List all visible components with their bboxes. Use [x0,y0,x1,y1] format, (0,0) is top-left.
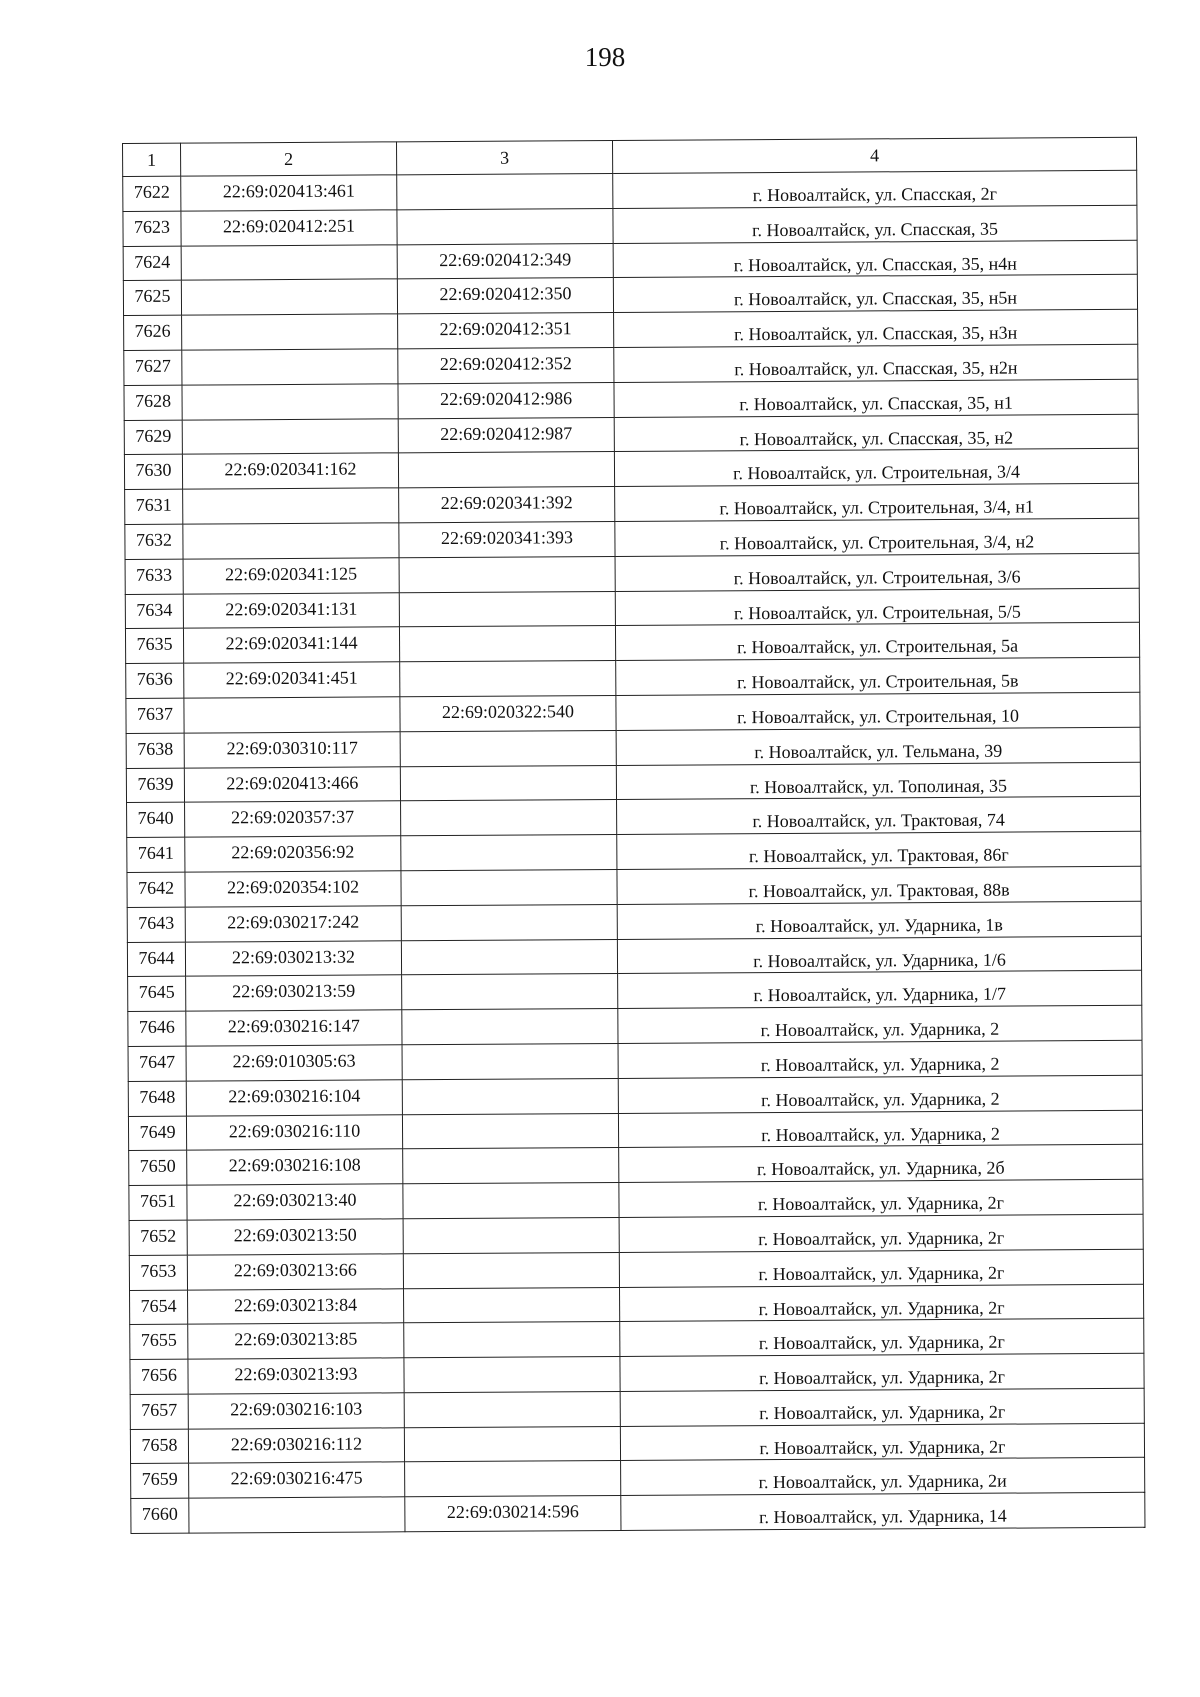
row-number: 7631 [125,489,183,524]
cadastral-number-col2: 22:69:020413:466 [184,766,400,802]
cadastral-number-col2: 22:69:030213:93 [188,1358,404,1394]
address: г. Новоалтайск, ул. Трактовая, 88в [617,866,1141,904]
row-number: 7646 [128,1011,186,1046]
cadastral-number-col3 [397,174,613,210]
cadastral-number-col2: 22:69:020341:131 [183,592,399,628]
row-number: 7639 [126,768,184,803]
address: г. Новоалтайск, ул. Ударника, 2и [621,1458,1145,1496]
address: г. Новоалтайск, ул. Ударника, 2г [619,1249,1143,1287]
header-col-3: 3 [396,141,612,175]
address: г. Новоалтайск, ул. Строительная, 5/5 [615,588,1139,626]
cadastral-number-col3 [402,1043,618,1079]
row-number: 7650 [129,1150,187,1185]
cadastral-number-col3 [402,974,618,1010]
address: г. Новоалтайск, ул. Трактовая, 74 [617,797,1141,835]
cadastral-number-col2: 22:69:010305:63 [186,1045,402,1081]
row-number: 7660 [131,1498,189,1533]
cadastral-number-col3 [403,1148,619,1184]
row-number: 7645 [128,976,186,1011]
cadastral-number-col2: 22:69:020341:144 [183,627,399,663]
row-number: 7652 [129,1220,187,1255]
cadastral-number-col2: 22:69:020357:37 [185,801,401,837]
row-number: 7656 [130,1359,188,1394]
row-number: 7644 [127,942,185,977]
cadastral-number-col3 [399,591,615,627]
cadastral-number-col3 [401,835,617,871]
cadastral-number-col3 [400,765,616,801]
address: г. Новоалтайск, ул. Тельмана, 39 [616,727,1140,765]
row-number: 7629 [124,420,182,455]
cadastral-number-col2: 22:69:030216:103 [188,1393,404,1429]
address: г. Новоалтайск, ул. Ударника, 2 [618,1075,1142,1113]
header-col-1: 1 [123,143,181,176]
row-number: 7637 [126,698,184,733]
row-number: 7657 [130,1394,188,1429]
cadastral-number-col2: 22:69:020356:92 [185,836,401,872]
row-number: 7654 [130,1290,188,1325]
address: г. Новоалтайск, ул. Спасская, 35, н5н [613,275,1137,313]
cadastral-number-col2: 22:69:020341:125 [183,558,399,594]
cadastral-number-col3 [398,452,614,488]
address: г. Новоалтайск, ул. Ударника, 1/6 [617,936,1141,974]
row-number: 7623 [123,211,181,246]
cadastral-number-col3 [400,661,616,697]
cadastral-number-col3 [401,869,617,905]
cadastral-number-col2 [182,418,398,454]
address: г. Новоалтайск, ул. Спасская, 35, н4н [613,240,1137,278]
cadastral-number-col2: 22:69:030213:50 [187,1219,403,1255]
row-number: 7653 [129,1255,187,1290]
row-number: 7649 [128,1116,186,1151]
cadastral-number-col2 [181,244,397,280]
cadastral-number-col3 [397,208,613,244]
cadastral-number-col2: 22:69:030310:117 [184,732,400,768]
table-row [131,1493,1145,1534]
address: г. Новоалтайск, ул. Строительная, 10 [616,692,1140,730]
cadastral-number-col2 [183,523,399,559]
row-number: 7627 [124,350,182,385]
row-number: 7651 [129,1185,187,1220]
address: г. Новоалтайск, ул. Ударника, 2 [618,1110,1142,1148]
cadastral-number-col3: 22:69:020341:392 [399,487,615,523]
address: г. Новоалтайск, ул. Спасская, 35 [613,205,1137,243]
cadastral-number-col3 [405,1461,621,1497]
address: г. Новоалтайск, ул. Спасская, 35, н3н [614,309,1138,347]
address: г. Новоалтайск, ул. Ударника, 2б [619,1145,1143,1183]
address: г. Новоалтайск, ул. Ударника, 2г [619,1214,1143,1252]
address: г. Новоалтайск, ул. Строительная, 3/4, н1 [615,483,1139,521]
cadastral-number-col2: 22:69:030213:40 [187,1184,403,1220]
row-number: 7647 [128,1046,186,1081]
cadastral-number-col3: 22:69:030214:596 [405,1496,621,1532]
cadastral-number-col2 [184,697,400,733]
address: г. Новоалтайск, ул. Ударника, 1в [617,901,1141,939]
cadastral-number-col3: 22:69:020412:349 [397,243,613,279]
cadastral-number-col3 [402,1078,618,1114]
address: г. Новоалтайск, ул. Ударника, 14 [621,1493,1145,1531]
header-col-4: 4 [612,137,1136,173]
row-number: 7655 [130,1324,188,1359]
row-number: 7658 [130,1429,188,1464]
address: г. Новоалтайск, ул. Ударника, 2 [618,1040,1142,1078]
row-number: 7643 [127,907,185,942]
address: г. Новоалтайск, ул. Ударника, 2г [620,1388,1144,1426]
cadastral-number-col3 [404,1391,620,1427]
page-number: 198 [584,42,626,72]
cadastral-number-col3 [402,1009,618,1045]
row-number: 7659 [131,1464,189,1499]
cadastral-number-col2: 22:69:030213:84 [188,1288,404,1324]
address: г. Новоалтайск, ул. Ударника, 2г [620,1353,1144,1391]
address: г. Новоалтайск, ул. Строительная, 5в [616,657,1140,695]
cadastral-number-col2: 22:69:030216:475 [189,1462,405,1498]
cadastral-number-col3 [403,1217,619,1253]
cadastral-number-col2 [181,279,397,315]
row-number: 7626 [124,315,182,350]
address: г. Новоалтайск, ул. Строительная, 3/4 [614,449,1138,487]
cadastral-number-col2: 22:69:030216:147 [186,1010,402,1046]
address: г. Новоалтайск, ул. Ударника, 1/7 [618,971,1142,1009]
cadastral-number-col2: 22:69:030213:59 [186,975,402,1011]
cadastral-number-col2 [182,314,398,350]
cadastral-number-col3 [404,1426,620,1462]
row-number: 7640 [127,802,185,837]
cadastral-number-col3: 22:69:020412:987 [398,417,614,453]
address: г. Новоалтайск, ул. Спасская, 35, н2н [614,344,1138,382]
header-col-2: 2 [181,142,397,176]
address: г. Новоалтайск, ул. Ударника, 2г [619,1284,1143,1322]
address: г. Новоалтайск, ул. Тополиная, 35 [616,762,1140,800]
cadastral-number-col3 [401,939,617,975]
row-number: 7625 [123,281,181,316]
address: г. Новоалтайск, ул. Ударника, 2 [618,1005,1142,1043]
cadastral-number-col2: 22:69:020341:162 [182,453,398,489]
row-number: 7636 [126,663,184,698]
row-number: 7628 [124,385,182,420]
address: г. Новоалтайск, ул. Строительная, 3/4, н2 [615,518,1139,556]
address: г. Новоалтайск, ул. Ударника, 2г [620,1423,1144,1461]
cadastral-number-col3 [400,730,616,766]
row-number: 7634 [125,594,183,629]
cadastral-number-col2 [183,488,399,524]
cadastral-number-col2: 22:69:030213:32 [185,940,401,976]
row-number: 7648 [128,1081,186,1116]
cadastral-number-col2: 22:69:030216:110 [186,1114,402,1150]
cadastral-number-col2: 22:69:020354:102 [185,871,401,907]
cadastral-number-col2 [182,384,398,420]
row-number: 7622 [123,176,181,211]
address: г. Новоалтайск, ул. Ударника, 2г [620,1319,1144,1357]
row-number: 7642 [127,872,185,907]
cadastral-number-col2: 22:69:020412:251 [181,210,397,246]
address: г. Новоалтайск, ул. Спасская, 2г [613,170,1137,208]
cadastral-number-col3 [399,556,615,592]
cadastral-number-col2: 22:69:030213:85 [188,1323,404,1359]
row-number: 7641 [127,837,185,872]
cadastral-number-col3: 22:69:020412:350 [397,278,613,314]
cadastral-number-col3 [399,626,615,662]
row-number: 7633 [125,559,183,594]
cadastral-number-col3 [403,1183,619,1219]
row-number: 7638 [126,733,184,768]
cadastral-number-col3 [401,904,617,940]
cadastral-number-col2: 22:69:030217:242 [185,906,401,942]
cadastral-number-col3 [404,1287,620,1323]
address: г. Новоалтайск, ул. Ударника, 2г [619,1179,1143,1217]
cadastral-number-col3 [404,1322,620,1358]
cadastral-number-col3 [401,800,617,836]
cadastral-number-col3: 22:69:020341:393 [399,521,615,557]
cadastral-number-col2: 22:69:020341:451 [184,662,400,698]
cadastral-number-col3: 22:69:020322:540 [400,695,616,731]
cadastral-number-col3: 22:69:020412:352 [398,347,614,383]
row-number: 7635 [125,628,183,663]
address: г. Новоалтайск, ул. Трактовая, 86г [617,831,1141,869]
address: г. Новоалтайск, ул. Строительная, 3/6 [615,553,1139,591]
cadastral-number-col2: 22:69:030216:112 [188,1427,404,1463]
table-body [123,170,1145,1533]
register-table [122,137,1145,1534]
cadastral-number-col3: 22:69:020412:351 [398,313,614,349]
row-number: 7624 [123,246,181,281]
row-number: 7630 [124,455,182,490]
cadastral-number-col3 [402,1113,618,1149]
row-number: 7632 [125,524,183,559]
cadastral-number-col2 [182,349,398,385]
cadastral-number-col3 [403,1252,619,1288]
cadastral-number-col2: 22:69:030213:66 [187,1254,403,1290]
cadastral-number-col3: 22:69:020412:986 [398,382,614,418]
address: г. Новоалтайск, ул. Спасская, 35, н2 [614,414,1138,452]
cadastral-number-col3 [404,1357,620,1393]
address: г. Новоалтайск, ул. Строительная, 5а [615,623,1139,661]
cadastral-number-col2 [189,1497,405,1533]
address: г. Новоалтайск, ул. Спасская, 35, н1 [614,379,1138,417]
cadastral-number-col2: 22:69:030216:104 [186,1080,402,1116]
cadastral-number-col2: 22:69:030216:108 [187,1149,403,1185]
cadastral-number-col2: 22:69:020413:461 [181,175,397,211]
